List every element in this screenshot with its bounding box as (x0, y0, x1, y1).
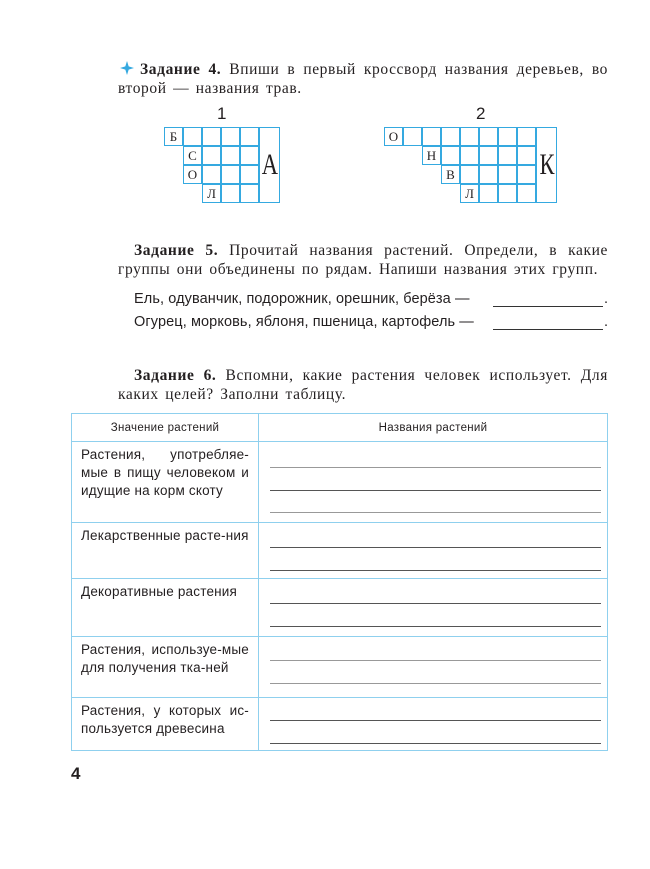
period: . (604, 314, 609, 330)
task6-label: Задание 6. (134, 367, 217, 384)
crossword-2-cell[interactable] (441, 127, 460, 146)
crossword-1-cell[interactable]: Л (202, 184, 221, 203)
task6-text: Вспомни, какие растения человек использует. Для каких целей? Заполни таблицу. (118, 367, 608, 403)
column-header-names: Названия растений (259, 414, 608, 442)
column-header-meaning: Значение растений (72, 414, 259, 442)
crossword-1-cell[interactable] (202, 127, 221, 146)
crossword-2-cell[interactable] (498, 146, 517, 165)
crossword-1-number: 1 (217, 104, 227, 123)
crossword-1-cell[interactable]: С (183, 146, 202, 165)
crossword-1-key-letter: А (261, 148, 278, 181)
crossword-1-cell[interactable]: Б (164, 127, 183, 146)
crossword-1-cell[interactable]: О (183, 165, 202, 184)
crossword-2-cell[interactable] (441, 146, 460, 165)
crossword-1-cell[interactable] (183, 127, 202, 146)
answer-line[interactable] (270, 683, 601, 684)
row-names-answer[interactable] (259, 637, 608, 698)
crossword-2-cell[interactable] (460, 165, 479, 184)
row-meaning: Растения, используе-мые для получения тка-ней (72, 637, 259, 698)
crossword-2-cell[interactable] (479, 146, 498, 165)
task5-label: Задание 5. (134, 242, 219, 259)
crossword-1-cell[interactable] (202, 165, 221, 184)
crossword-2-cell[interactable] (498, 165, 517, 184)
crossword-2-cell[interactable] (517, 146, 536, 165)
row-meaning: Лекарственные расте-ния (72, 523, 259, 579)
answer-line[interactable] (270, 626, 601, 627)
row-names-answer[interactable] (259, 523, 608, 579)
crossword-2-cell[interactable] (479, 127, 498, 146)
crossword-2-key-letter: К (539, 148, 555, 181)
crossword-2-cell[interactable]: Н (422, 146, 441, 165)
crossword-1-cell[interactable] (221, 184, 240, 203)
crossword-2-cell[interactable] (498, 127, 517, 146)
crossword-2-cell[interactable] (517, 127, 536, 146)
blue-diamond-star-icon (120, 61, 134, 75)
crossword-1-cell[interactable] (221, 127, 240, 146)
answer-line[interactable] (270, 603, 601, 604)
answer-line[interactable] (270, 570, 601, 571)
task5-text: Прочитай названия растений. Определи, в какие группы они объединены по рядам. Напиши названия этих групп. (118, 242, 608, 278)
crossword-2-number: 2 (476, 104, 486, 123)
row-meaning: Декоративные растения (72, 579, 259, 637)
answer-line[interactable] (270, 512, 601, 513)
crossword-2-cell[interactable] (460, 127, 479, 146)
table-row (72, 579, 608, 637)
crossword-2-cell[interactable] (460, 146, 479, 165)
crossword-2-cell[interactable] (498, 184, 517, 203)
row-names-answer[interactable] (259, 442, 608, 523)
crossword-2-key-column (536, 127, 557, 203)
plant-group-row-2: Огурец, морковь, яблоня, пшеница, картофель — (134, 314, 474, 330)
table-header-row (72, 414, 608, 442)
plant-uses-table (71, 413, 608, 751)
crossword-1-cell[interactable] (240, 127, 259, 146)
row-meaning: Растения, у которых ис-пользуется древесина (72, 698, 259, 751)
crossword-2-cell[interactable]: О (384, 127, 403, 146)
crossword-1-cell[interactable] (202, 146, 221, 165)
task4-text: Впиши в первый кроссворд названия деревьев, во второй — названия трав. (118, 61, 609, 97)
crossword-2-cell[interactable] (479, 184, 498, 203)
answer-line[interactable] (270, 490, 601, 491)
answer-line[interactable] (270, 547, 601, 548)
crossword-1-cell[interactable] (240, 184, 259, 203)
answer-line[interactable] (270, 743, 601, 744)
row-names-answer[interactable] (259, 579, 608, 637)
row-meaning: Растения, употребляе-мые в пищу человеком и идущие на корм скоту (72, 442, 259, 523)
period: . (604, 291, 609, 307)
answer-line[interactable] (270, 467, 601, 468)
crossword-2-cell[interactable]: В (441, 165, 460, 184)
crossword-2-cell[interactable] (517, 165, 536, 184)
crossword-2-cell[interactable] (422, 127, 441, 146)
crossword-2-cell[interactable] (517, 184, 536, 203)
answer-line[interactable] (270, 720, 601, 721)
crossword-2-cell[interactable]: Л (460, 184, 479, 203)
page-number: 4 (71, 764, 81, 783)
task4-label: Задание 4. (140, 61, 222, 78)
plant-group-answer-2[interactable] (493, 329, 603, 330)
task6-instruction (118, 366, 608, 404)
table-row (72, 523, 608, 579)
crossword-1-cell[interactable] (240, 146, 259, 165)
plant-group-row-1: Ель, одуванчик, подорожник, орешник, берёза — (134, 291, 470, 307)
table-row (72, 698, 608, 751)
crossword-1-cell[interactable] (240, 165, 259, 184)
crossword-1-cell[interactable] (221, 165, 240, 184)
crossword-2-cell[interactable] (479, 165, 498, 184)
task4-instruction (118, 60, 608, 98)
crossword-2-cell[interactable] (403, 127, 422, 146)
task5-instruction (118, 241, 608, 279)
plant-group-answer-1[interactable] (493, 306, 603, 307)
row-names-answer[interactable] (259, 698, 608, 751)
crossword-1-key-column (259, 127, 280, 203)
answer-line[interactable] (270, 660, 601, 661)
crossword-1-cell[interactable] (221, 146, 240, 165)
table-row (72, 442, 608, 523)
table-row (72, 637, 608, 698)
